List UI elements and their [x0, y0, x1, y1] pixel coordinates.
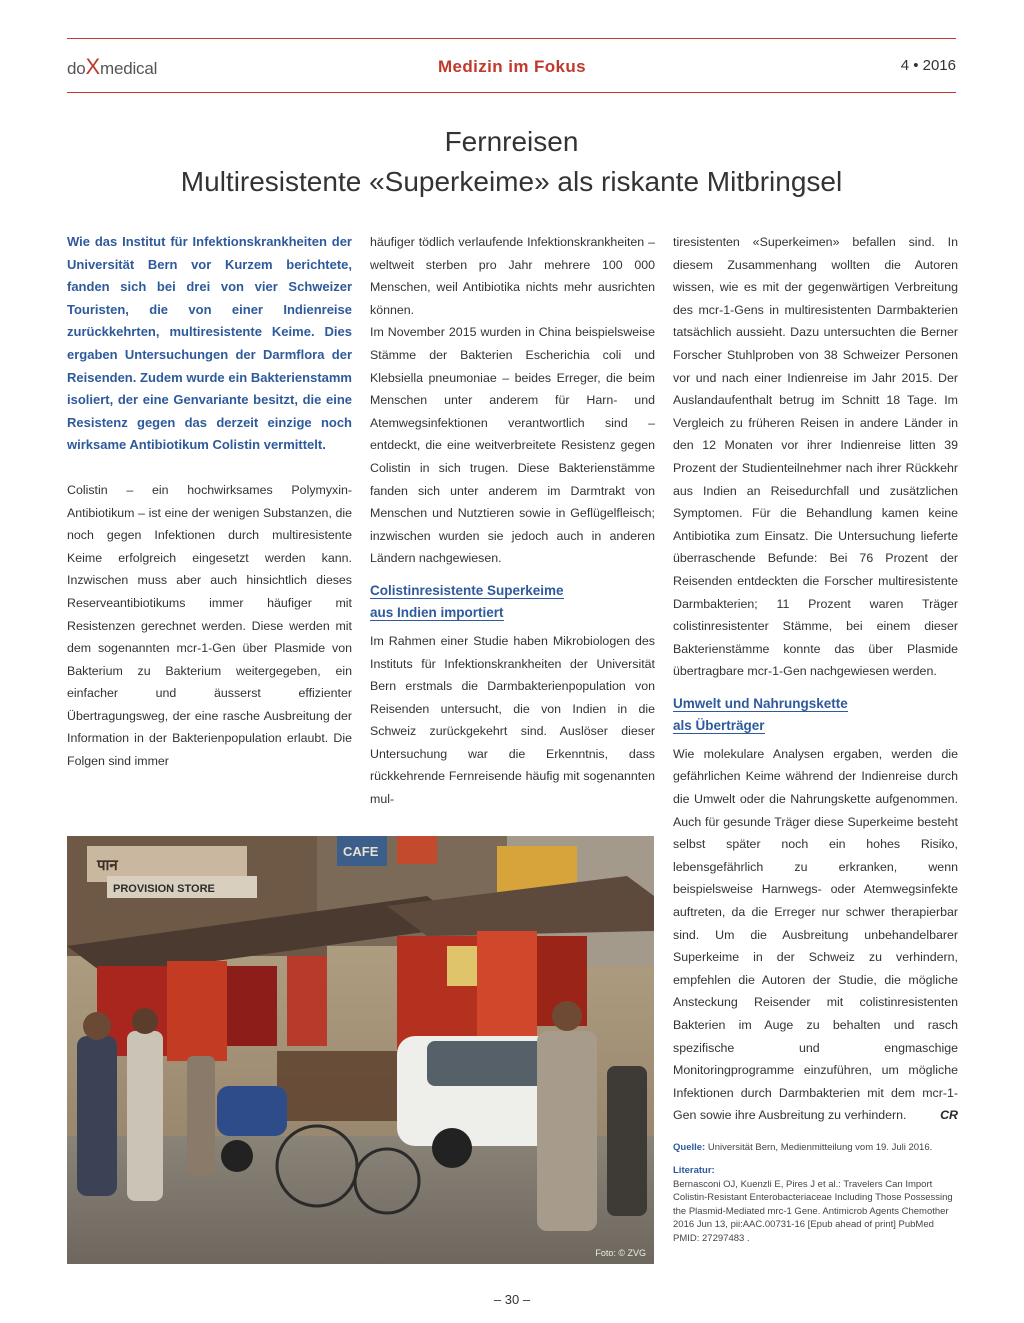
subheading: [673, 693, 958, 737]
column-2: [370, 231, 655, 811]
source-text: Universität Bern, Medienmitteilung vom 19. Juli 2016.: [705, 1141, 933, 1153]
author-signature: CR: [940, 1108, 958, 1123]
issue-number: 4 • 2016: [900, 57, 956, 74]
svg-text:पान: पान: [97, 857, 118, 874]
header-top-rule: [67, 38, 956, 39]
street-scene-illustration: [67, 836, 654, 1264]
source-label: Quelle:: [673, 1141, 706, 1153]
subheading-line: Umwelt und Nahrungskette: [673, 695, 848, 711]
photo-credit: Foto: © ZVG: [595, 1248, 646, 1258]
column-1: [67, 231, 352, 773]
body-text: Wie molekulare Analysen ergaben, werden die gefährlichen Keime während der Indienreise durch die Umwelt oder die Nahrungskette aufgenommen. Auch für gesunde Träger diese Superkeime besteht selbst später noch ein hohes Risiko, lebensgefährlich zu erkranken, wenn beispielsweise Harnwegs- oder Atemwegsinfekte auftreten, da die Erreger nur schwer therapierbar sind. Um die Ausbreitung unbehandelbarer Superkeime in der Schweiz zu verhindern, empfehlen die Autoren der Studie, die mögliche Ansteckung Reisender mit colistinresistenten Bakterien im Auge zu behalten und rasch spezifische und engmaschige Monitoringprogramme einzuführen, um mögliche Infektionen durch Darmbakterien mit dem mcr-1-Gen sowie ihre Ausbreitung zu verhindern.: [673, 746, 958, 1123]
subheading-line: aus Indien importiert: [370, 604, 504, 620]
column-3: [673, 231, 958, 1245]
section-title: Medizin im Fokus: [437, 57, 587, 76]
body-paragraph: Colistin – ein hochwirksames Polymyxin-Antibiotikum – ist eine der wenigen Substanzen, die noch gegen Infektionen durch multiresistente Keime erfolgreich eingesetzt werden kann. Inzwischen muss aber auch hinsichtlich dieses Reserveantibiotikums immer häufiger mit Resistenzen gerechnet werden. Diese werden mit dem sogenannten mcr-1-Gen über Plasmide von Bakterium zu Bakterium weitergegeben, ein einfacher und äusserst effizienter Übertragungsweg, der eine rasche Ausbreitung der Information in der Bakterienpopulation erlaubt. Die Folgen sind immer: [67, 482, 352, 769]
photo-sign-text: PROVISION STORE: [113, 883, 215, 895]
article-headline: Multiresistente «Superkeime» als riskante Mitbringsel: [180, 166, 843, 197]
body-paragraph: [673, 743, 958, 1127]
lead-paragraph: Wie das Institut für Infektionskrankheiten der Universität Bern vor Kurzem berichtete, fanden sich bei drei von vier Schweizer Touristen, die von einer Indienreise zurückkehrten, multiresistente Keime. Dies ergaben Untersuchungen der Darmflora der Reisenden. Zudem wurde ein Bakterienstamm isoliert, der eine Genvariante besitzt, die eine Resistenz gegen das derzeit einzige noch wirksame Antibiotikum Colistin vermittelt.: [67, 234, 352, 453]
literature-text: Bernasconi OJ, Kuenzli E, Pires J et al.: Travelers Can Import Colistin-Resistant Enterobacteriaceae Including Those Possessing the Plasmid-Mediated mrc-1 Gene. Antimicrob Agents Chemother 2016 Jun 13, pii:AAC.00731-16 [Epub ahead of print] PubMed PMID: 27297483 .: [673, 1178, 953, 1244]
body-paragraph: tiresistenten «Superkeimen» befallen sind. In diesem Zusammenhang wollten die Autoren wissen, wie es mit der gegenwärtigen Verbreitung des mcr-1-Gens in multiresistenten Darmbakterien tatsächlich aussieht. Dazu untersuchten die Berner Forscher Stuhlproben von 38 Schweizer Personen vor und nach einer Indienreise im Jahr 2015. Der Auslandaufenthalt betrug im Schnitt 18 Tage. Im Vergleich zu früheren Reisen in andere Länder in den 12 Monaten vor ihrer Indienreise litten 39 Prozent der Studienteilnehmer nach ihrer Rückkehr aus Indien an Reisedurchfall und zusätzlichen Symptomen. Für die Behandlung kamen keine Antibiotika zum Einsatz. Die Untersuchung lieferte überraschende Befunde: Bei 76 Prozent der Reisenden entdeckten die Forscher multiresistente Darmbakterien; 11 Prozent waren Träger colistinresistenter Stämme, bei einem dieser Bakterienstämme konnte das über Plasmide übertragbare mcr-1-Gen nachgewiesen werden.: [673, 235, 958, 679]
subheading-line: Colistinresistente Superkeime: [370, 582, 564, 598]
body-paragraph: Im November 2015 wurden in China beispielsweise Stämme der Bakterien Escherichia coli und Klebsiella pneumoniae – beides Erreger, die beim Menschen unter anderem für Harn- und Atemwegsinfektionen verantwortlich sind – entdeckt, die eine weitverbreitete Resistenz gegen Colistin in sich trugen. Diese Bakterienstämme fanden sich unter anderem im Darmtrakt von Menschen und Nutztieren sowie in Geflügelfleisch; inzwischen wurden sie jedoch auch in anderen Ländern nachgewiesen.: [370, 325, 655, 566]
source-note: [673, 1141, 958, 1155]
logo-text-do: do: [67, 59, 86, 78]
logo-x: X: [85, 54, 100, 79]
body-paragraph: häufiger tödlich verlaufende Infektionskrankheiten – weltweit sterben pro Jahr mehrere 100 000 Menschen, weil Antibiotika nichts mehr ausrichten können.: [370, 235, 655, 317]
article-kicker: Fernreisen: [444, 126, 579, 157]
subheading-line: als Überträger: [673, 717, 765, 733]
subheading: [370, 580, 655, 624]
body-paragraph: Im Rahmen einer Studie haben Mikrobiologen des Instituts für Infektionskrankheiten der Universität Bern erstmals die Darmbakterienpopulation von Reisenden untersucht, die von Indien in die Schweiz zurückgekehrt sind. Auslöser dieser Untersuchung war die Erkenntnis, dass rückkehrende Fernreisende häufig mit sogenannten mul-: [370, 633, 655, 807]
literature-note: [673, 1164, 958, 1245]
photo-sign-text: CAFE: [343, 844, 379, 859]
page-number: – 30 –: [493, 1292, 531, 1307]
street-scene-photo: [67, 836, 654, 1264]
literature-label: Literatur:: [673, 1165, 715, 1177]
logo-text-medical: medical: [100, 59, 158, 78]
header-bottom-rule: [67, 92, 956, 93]
